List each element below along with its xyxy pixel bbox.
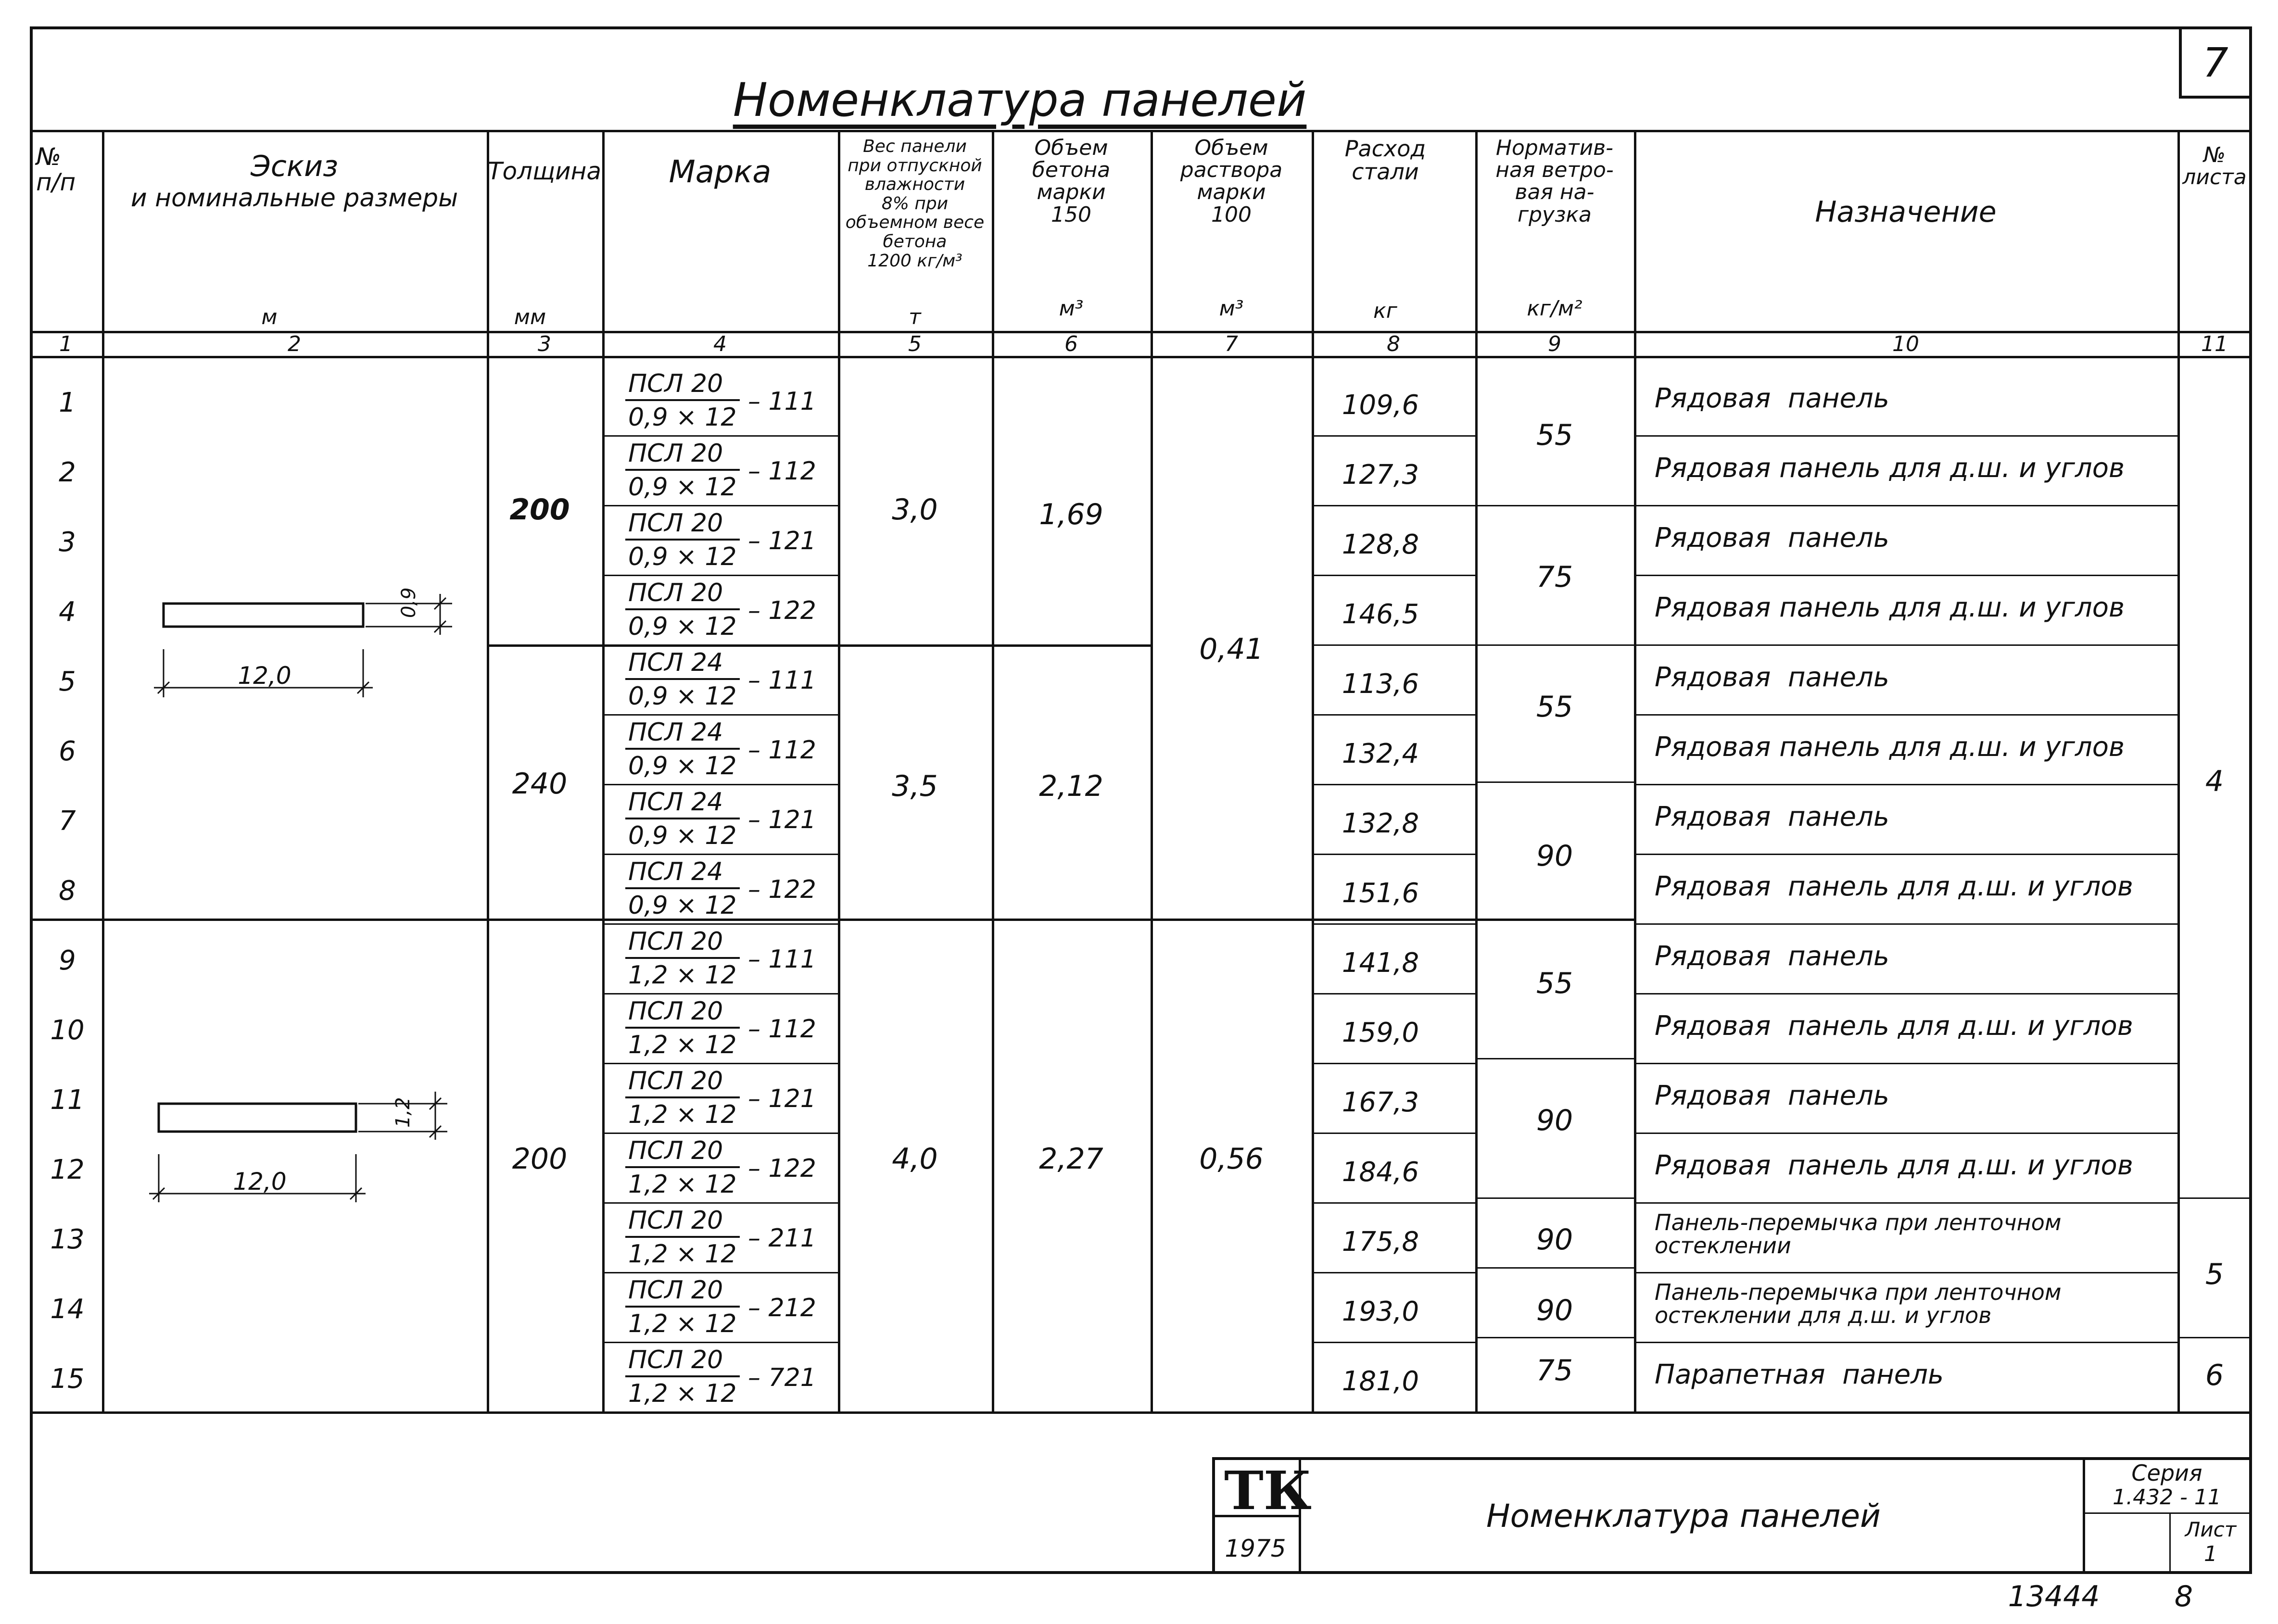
row-number: 15 [50,1363,85,1395]
header-col2: Эскиз и номинальные размеры [130,150,458,213]
row-separator [602,1063,838,1064]
row-separator [1312,505,1475,506]
unit-col3: мм [514,305,546,329]
row-number: 9 [59,945,76,976]
mark-numerator: ПСЛ 20 [625,999,740,1029]
row-separator [1634,993,2177,995]
column-number: 10 [1892,332,1919,356]
mark-numerator: ПСЛ 20 [625,1278,740,1308]
mark-numerator: ПСЛ 20 [625,580,740,610]
wind-2: 75 [1536,560,1573,594]
title-block-series-label: Серия [2131,1460,2202,1486]
group-line-1 [30,919,1634,921]
purpose-text: Рядовая панель [1655,522,1889,554]
mark-fraction [625,720,740,779]
mark-numerator: ПСЛ 20 [625,1138,740,1168]
row-separator [1634,575,2177,576]
mark-denominator: 0,9 × 12 [628,473,737,502]
mark-numerator: ПСЛ 24 [625,790,740,819]
mark-fraction [625,371,740,430]
mortar-group-2: 0,56 [1199,1142,1264,1176]
wind-7: 90 [1536,1223,1573,1257]
sketch2-length: 12,0 [233,1168,287,1196]
mark-suffix: – 111 [748,666,816,695]
steel-value: 193,0 [1341,1296,1419,1327]
column-number: 1 [59,332,73,356]
mark-denominator: 1,2 × 12 [628,1309,737,1338]
mark-suffix: – 121 [748,1084,816,1113]
mark-fraction [625,511,740,569]
table-top-line [30,130,2252,132]
sheet-ref-3: 6 [2205,1359,2224,1392]
row-separator [602,784,838,785]
mark-suffix: – 121 [748,527,816,555]
row-separator [602,575,838,576]
row-separator [602,993,838,995]
mark-fraction [625,999,740,1057]
purpose-text: Рядовая панель для д.ш. и углов [1655,871,2133,902]
mark-numerator: ПСЛ 20 [625,371,740,401]
row-number: 11 [50,1084,85,1116]
mark-fraction [625,650,740,709]
steel-value: 127,3 [1341,459,1419,491]
row-separator [1634,1063,2177,1064]
steel-value: 146,5 [1341,599,1419,630]
tb-line-4 [2083,1512,2252,1514]
purpose-text: Рядовая панель для д.ш. и углов [1655,1010,2133,1042]
row-separator [1312,1342,1475,1343]
sketch-panel-12 [139,1087,476,1212]
title-block-org: ТК [1224,1460,1312,1522]
concrete-group-1: 1,69 [1039,498,1103,531]
mark-denominator: 1,2 × 12 [628,1379,737,1408]
row-separator [602,714,838,716]
row-separator [1634,714,2177,716]
steel-value: 109,6 [1341,390,1419,421]
row-separator [1312,784,1475,785]
mark-numerator: ПСЛ 20 [625,441,740,471]
wind-3: 55 [1536,690,1573,724]
column-number: 5 [908,332,922,356]
row-separator [602,1342,838,1343]
steel-value: 113,6 [1341,668,1419,700]
col-line-5 [992,130,994,1411]
wind-sep-2 [1475,644,1634,646]
mark-suffix: – 112 [748,1015,816,1044]
mark-fraction [625,1138,740,1197]
row-number: 7 [59,806,76,837]
mark-fraction [625,1208,740,1267]
row-number: 14 [50,1294,85,1325]
tb-line-5 [2169,1512,2171,1574]
steel-value: 132,4 [1341,738,1419,769]
title-block-sheet: 1 [2204,1542,2217,1566]
mark-numerator: ПСЛ 24 [625,859,740,889]
sketch-panel-09 [144,587,481,712]
table-bottom-line [30,1411,2252,1414]
purpose-text: Рядовая панель [1655,1080,1889,1111]
header-col5: Вес панели при отпускной влажности 8% при объемном весе бетона 1200 кг/м³ [845,137,985,271]
steel-value: 128,8 [1341,529,1419,560]
column-number: 4 [713,332,727,356]
steel-value: 159,0 [1341,1017,1419,1048]
wind-sep-5 [1475,1197,1634,1199]
row-separator [1312,575,1475,576]
row-separator [1634,435,2177,437]
row-separator [1312,714,1475,716]
wind-sep-3 [1475,781,1634,783]
col-line-1 [102,130,104,1411]
wind-4: 90 [1536,839,1573,873]
mark-suffix: – 111 [748,945,816,974]
mark-suffix: – 121 [748,806,816,834]
header-col10: Назначение [1815,195,1997,229]
mark-denominator: 0,9 × 12 [628,682,737,711]
header-col3: Толщина [487,157,602,185]
col-line-2 [487,130,489,1411]
purpose-text: Рядовая панель для д.ш. и углов [1655,453,2125,484]
row-separator [1634,923,2177,925]
mortar-group-1: 0,41 [1199,632,1264,666]
header-col6: Объем бетона марки 150 [1032,136,1111,227]
row-separator [1634,644,2177,646]
mark-suffix: – 112 [748,736,816,765]
title-block-series: 1.432 - 11 [2113,1485,2221,1510]
mark-denominator: 1,2 × 12 [628,1031,737,1059]
steel-value: 175,8 [1341,1226,1419,1258]
mark-denominator: 0,9 × 12 [628,542,737,571]
row-separator [1634,784,2177,785]
row-separator [602,923,838,925]
header-col4: Марка [669,154,772,190]
column-number: 7 [1225,332,1238,356]
purpose-text: Рядовая панель для д.ш. и углов [1655,592,2125,623]
row-separator [1312,854,1475,855]
mark-numerator: ПСЛ 24 [625,720,740,750]
mark-denominator: 0,9 × 12 [628,891,737,920]
wind-sep-7 [1475,1337,1634,1338]
wind-sep-1 [1475,505,1634,506]
mark-denominator: 0,9 × 12 [628,752,737,781]
row-separator [1634,505,2177,506]
sheet-sep-1 [2177,1197,2252,1199]
header-col8: Расход стали [1344,136,1426,185]
steel-value: 141,8 [1341,947,1419,979]
sheet-ref-2: 5 [2205,1258,2224,1291]
purpose-text: Парапетная панель [1655,1359,1944,1390]
title-block-year: 1975 [1225,1535,1286,1562]
header-col7: Объем раствора марки 100 [1180,136,1283,227]
steel-value: 151,6 [1341,878,1419,909]
header-col9: Норматив- ная ветро- вая на- грузка [1495,136,1614,227]
mark-denominator: 0,9 × 12 [628,612,737,641]
weight-group-1: 3,0 [892,493,938,527]
mark-fraction [625,1278,740,1336]
thickness-group-1: 200 [509,493,570,527]
row-number: 10 [50,1015,85,1046]
col-line-9 [1634,130,1636,1411]
wind-sep-4 [1475,1058,1634,1059]
sheet-number: 7 [2202,39,2228,86]
row-number: 13 [50,1224,85,1255]
title-block-sheet-label: Лист [2185,1518,2237,1541]
header-col11: № листа [2182,143,2247,190]
row-separator [1312,435,1475,437]
mark-fraction [625,1069,740,1127]
row-separator [1634,854,2177,855]
unit-col8: кг [1373,299,1397,323]
col-line-4 [838,130,840,1411]
row-separator [1312,644,1475,646]
mark-fraction [625,441,740,500]
mark-fraction [625,929,740,988]
purpose-text: Рядовая панель [1655,941,1889,972]
mark-denominator: 0,9 × 12 [628,403,737,432]
mark-suffix: – 111 [748,387,816,416]
mark-denominator: 1,2 × 12 [628,1170,737,1199]
row-separator [1312,1063,1475,1064]
purpose-text: Рядовая панель [1655,383,1889,414]
wind-5: 55 [1536,967,1573,1000]
mark-suffix: – 211 [748,1224,816,1253]
sketch1-length: 12,0 [238,662,291,690]
purpose-text: Панель-перемычка при ленточном остеклении для д.ш. и углов [1655,1279,2062,1329]
row-number: 12 [50,1154,85,1185]
purpose-text: Панель-перемычка при ленточном остеклении [1655,1209,2062,1259]
mark-denominator: 1,2 × 12 [628,961,737,990]
row-separator [602,854,838,855]
page-title: Номенклатура панелей [733,73,1307,127]
mark-suffix: – 112 [748,457,816,486]
row-separator [602,505,838,506]
title-block-title: Номенклатура панелей [1486,1498,1881,1535]
row-separator [1312,993,1475,995]
col-line-8 [1475,130,1478,1411]
unit-col2: м [261,305,278,329]
steel-value: 184,6 [1341,1157,1419,1188]
wind-8: 90 [1536,1294,1573,1327]
mark-numerator: ПСЛ 20 [625,929,740,959]
mark-numerator: ПСЛ 24 [625,650,740,680]
row-number: 3 [59,527,76,558]
row-separator [1312,1133,1475,1134]
row-separator [1634,1202,2177,1204]
wind-9: 75 [1536,1354,1573,1387]
footer-code: 13444 [2008,1580,2100,1613]
row-number: 5 [59,666,76,697]
wind-1: 55 [1536,418,1573,452]
column-number: 8 [1387,332,1400,356]
concrete-group-2: 2,12 [1039,769,1103,803]
purpose-text: Рядовая панель [1655,801,1889,832]
weight-group-3: 4,0 [892,1142,938,1176]
mark-suffix: – 122 [748,596,816,625]
mark-suffix: – 122 [748,1154,816,1183]
row-separator [602,1202,838,1204]
sketch2-height: 1,2 [392,1097,414,1128]
wind-6: 90 [1536,1104,1573,1137]
mark-numerator: ПСЛ 20 [625,1208,740,1238]
col-line-6 [1151,130,1153,1411]
thickness-group-2: 240 [512,767,568,801]
mark-numerator: ПСЛ 20 [625,511,740,541]
row-separator [1634,1133,2177,1134]
purpose-text: Рядовая панель для д.ш. и углов [1655,731,2125,763]
steel-value: 167,3 [1341,1087,1419,1118]
unit-col5: т [909,305,921,329]
column-number: 2 [288,332,301,356]
purpose-text: Рядовая панель [1655,662,1889,693]
row-number: 6 [59,736,76,767]
mark-denominator: 0,9 × 12 [628,821,737,850]
mark-numerator: ПСЛ 20 [625,1347,740,1377]
column-number: 9 [1548,332,1561,356]
mark-suffix: – 122 [748,875,816,904]
wind-sep-6 [1475,1267,1634,1269]
col-line-10 [2177,130,2180,1411]
row-separator [602,435,838,437]
column-number: 11 [2201,332,2228,356]
subgroup-line-thickness [487,644,1151,647]
footer-page: 8 [2174,1580,2193,1613]
row-separator [602,1272,838,1273]
row-separator [1634,1272,2177,1273]
col-line-3 [602,130,605,1411]
row-separator [1312,923,1475,925]
steel-value: 181,0 [1341,1366,1419,1397]
mark-suffix: – 212 [748,1294,816,1322]
mark-fraction [625,790,740,848]
mark-fraction [625,859,740,918]
column-number: 6 [1064,332,1078,356]
mark-fraction [625,1347,740,1406]
column-number: 3 [538,332,551,356]
row-separator [1312,1272,1475,1273]
header-col1: № п/п [36,143,76,196]
row-separator [1312,1202,1475,1204]
sheet-sep-2 [2177,1337,2252,1338]
row-separator [1634,1342,2177,1343]
mark-suffix: – 721 [748,1363,816,1392]
concrete-group-3: 2,27 [1039,1142,1103,1176]
tb-line-3 [2083,1457,2085,1574]
row-number: 8 [59,875,76,906]
unit-col7: м³ [1219,296,1244,321]
sketch1-height: 0,9 [398,587,420,618]
mark-denominator: 1,2 × 12 [628,1240,737,1269]
col-line-7 [1312,130,1314,1411]
weight-group-2: 3,5 [892,769,938,803]
mark-fraction [625,580,740,639]
row-number: 2 [59,457,76,488]
row-number: 4 [59,596,76,628]
row-separator [602,1133,838,1134]
mark-denominator: 1,2 × 12 [628,1100,737,1129]
sheet-ref-1: 4 [2205,765,2224,798]
unit-col6: м³ [1059,296,1084,321]
mark-numerator: ПСЛ 20 [625,1069,740,1098]
unit-col9: кг/м² [1527,296,1582,321]
thickness-group-3: 200 [512,1142,568,1176]
purpose-text: Рядовая панель для д.ш. и углов [1655,1150,2133,1181]
row-number: 1 [59,387,76,418]
steel-value: 132,8 [1341,808,1419,839]
